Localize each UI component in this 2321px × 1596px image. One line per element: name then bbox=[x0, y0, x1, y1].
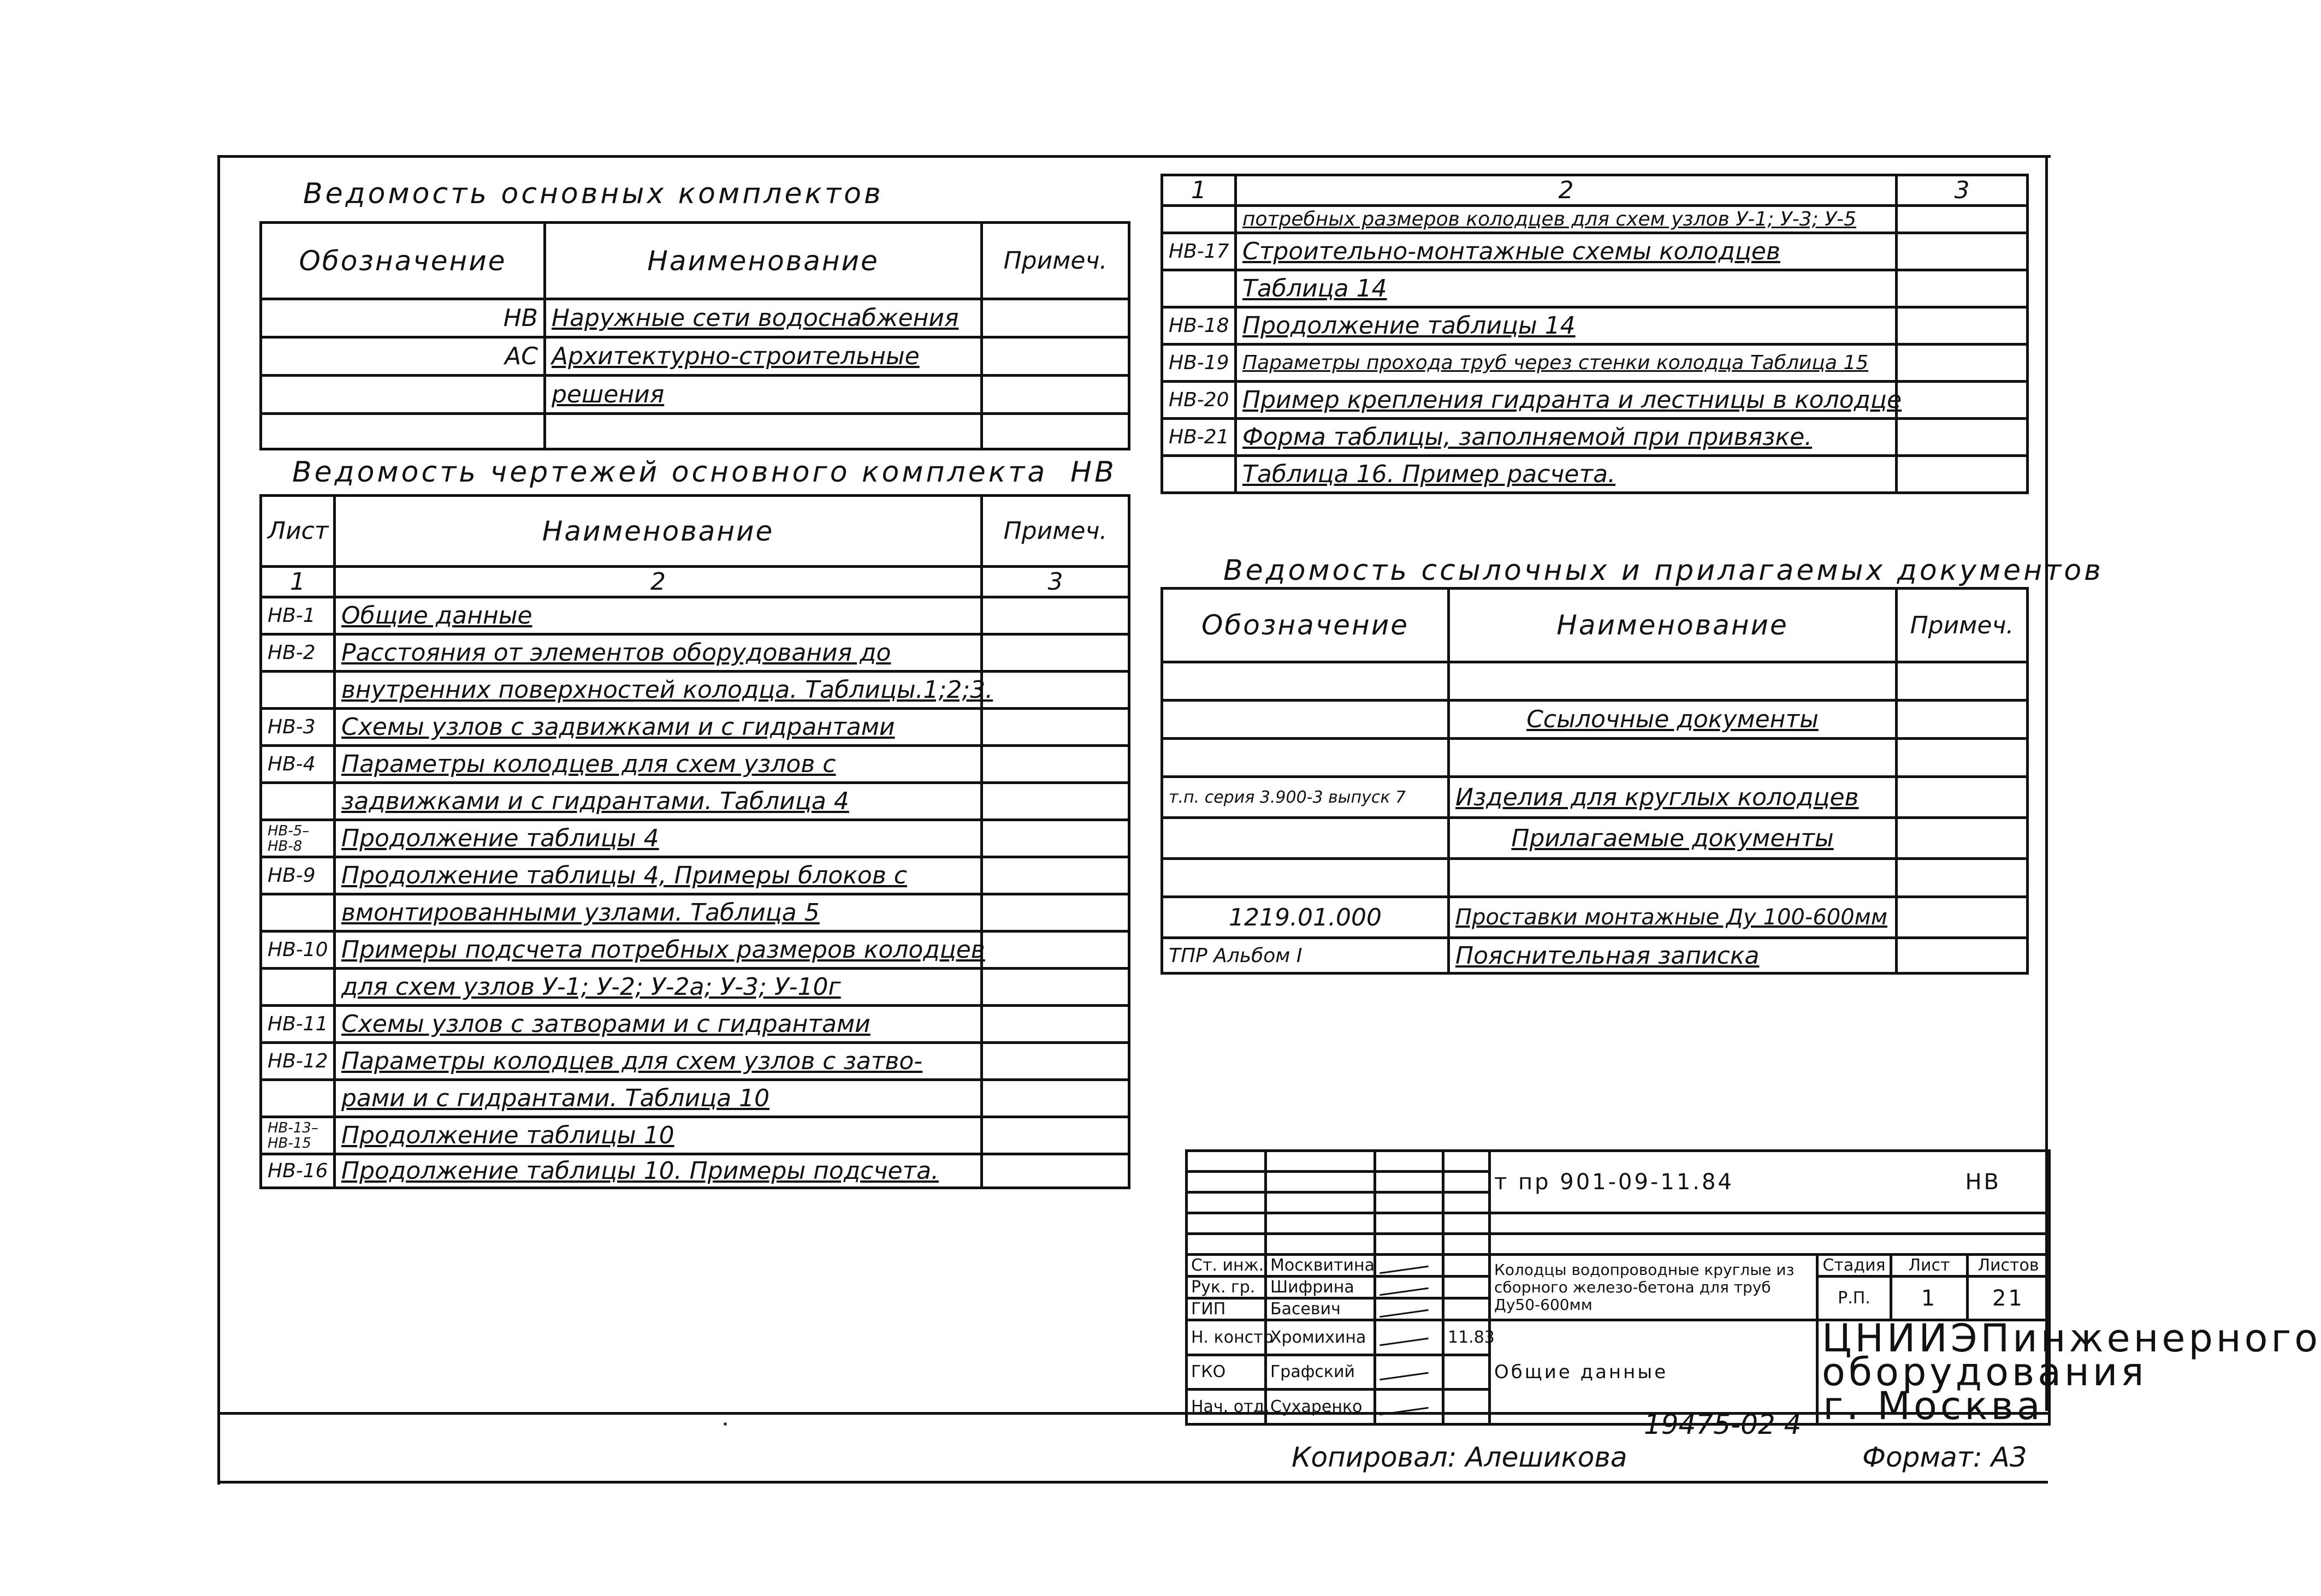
refs-cell bbox=[1897, 897, 2028, 938]
staff-date bbox=[1443, 1390, 1490, 1425]
stage-value: Р.П. bbox=[1817, 1277, 1891, 1320]
staff-role: ГКО bbox=[1187, 1355, 1266, 1390]
drawings-name-cell: Схемы узлов с затворами и с гидрантами bbox=[335, 1006, 982, 1043]
drawings-name-cell: внутренних поверхностей колодца. Таблицы.1;2;3. bbox=[335, 672, 982, 709]
refs-cell bbox=[1897, 662, 2028, 701]
drawings-sheet-cell: НВ-11 bbox=[261, 1006, 335, 1043]
sets-cell bbox=[261, 376, 545, 414]
sheet-label: Лист bbox=[1891, 1255, 1968, 1277]
col-number: 3 bbox=[982, 567, 1129, 597]
cont-sheet-cell: НВ-20 bbox=[1162, 382, 1236, 419]
cont-note-cell bbox=[1897, 382, 2028, 419]
outer-bottom-line bbox=[217, 1481, 2048, 1484]
staff-role: Ст. инж. bbox=[1187, 1255, 1266, 1277]
sets-header-name: Наименование bbox=[545, 223, 982, 299]
drawings-sheet-cell: НВ-10 bbox=[261, 932, 335, 969]
cont-name-cell: Параметры прохода труб через стенки колодца Таблица 15 bbox=[1236, 345, 1897, 382]
drawings-name-cell: Продолжение таблицы 10 bbox=[335, 1117, 982, 1154]
cont-name-cell: Продолжение таблицы 14 bbox=[1236, 307, 1897, 345]
org-subtitle: инженерного оборудования г. Москва bbox=[1822, 1316, 2321, 1428]
staff-date bbox=[1443, 1298, 1490, 1320]
sets-table bbox=[259, 221, 1130, 450]
refs-cell bbox=[1162, 739, 1449, 777]
drawings-sheet-cell: НВ-2 bbox=[261, 634, 335, 672]
refs-header-designation: Обозначение bbox=[1162, 589, 1449, 662]
signature bbox=[1375, 1255, 1443, 1277]
cont-name-cell: Пример крепления гидранта и лестницы в колодце bbox=[1236, 382, 1897, 419]
refs-cell: Изделия для круглых колодцев bbox=[1449, 777, 1897, 818]
drawings-note-cell bbox=[982, 1043, 1129, 1080]
staff-role: Рук. гр. bbox=[1187, 1277, 1266, 1298]
cont-name-cell: Форма таблицы, заполняемой при привязке. bbox=[1236, 419, 1897, 456]
project-name: Колодцы водопроводные круглые из сборного железо-бетона для труб Ду50-600мм bbox=[1490, 1255, 1817, 1320]
drawings-note-cell bbox=[982, 932, 1129, 969]
refs-cell bbox=[1162, 662, 1449, 701]
sets-cell: Наружные сети водоснабжения bbox=[545, 299, 982, 337]
cont-sheet-cell bbox=[1162, 456, 1236, 493]
refs-section-label: Ссылочные документы bbox=[1449, 701, 1897, 739]
staff-date bbox=[1443, 1277, 1490, 1298]
drawings-note-cell bbox=[982, 597, 1129, 634]
drawings-table bbox=[259, 494, 1130, 1189]
staff-name: Шифрина bbox=[1266, 1277, 1375, 1298]
refs-cell bbox=[1897, 777, 2028, 818]
drawings-continuation-table bbox=[1160, 174, 2029, 494]
col-number: 3 bbox=[1897, 175, 2028, 206]
refs-cell: Пояснительная записка bbox=[1449, 938, 1897, 974]
drawings-header-note: Примеч. bbox=[982, 496, 1129, 567]
drawings-note-cell bbox=[982, 709, 1129, 746]
drawings-sheet-cell: НВ-9 bbox=[261, 857, 335, 894]
drawings-note-cell bbox=[982, 783, 1129, 820]
staff-name: Сухаренко bbox=[1266, 1390, 1375, 1425]
staff-role: Н. констр bbox=[1187, 1320, 1266, 1355]
refs-cell bbox=[1162, 701, 1449, 739]
sets-cell bbox=[545, 414, 982, 449]
drawings-header-sheet: Лист bbox=[261, 496, 335, 567]
inventory-number: 19475-02 4 bbox=[1644, 1409, 1802, 1440]
cont-sheet-cell: НВ-21 bbox=[1162, 419, 1236, 456]
drawings-name-cell: Расстояния от элементов оборудования до bbox=[335, 634, 982, 672]
sets-title: Ведомость основных комплектов bbox=[303, 177, 884, 210]
drawings-name-cell: рами и с гидрантами. Таблица 10 bbox=[335, 1080, 982, 1117]
signature bbox=[1375, 1390, 1443, 1425]
cont-sheet-cell: НВ-18 bbox=[1162, 307, 1236, 345]
doc-code-cell bbox=[1490, 1151, 2050, 1213]
sheet-name: Общие данные bbox=[1490, 1320, 1817, 1425]
refs-cell bbox=[1897, 938, 2028, 974]
signature bbox=[1375, 1320, 1443, 1355]
refs-cell: ТПР Альбом I bbox=[1162, 938, 1449, 974]
drawings-note-cell bbox=[982, 634, 1129, 672]
drawings-sheet-cell: НВ-3 bbox=[261, 709, 335, 746]
refs-header-name: Наименование bbox=[1449, 589, 1897, 662]
staff-name: Басевич bbox=[1266, 1298, 1375, 1320]
cont-note-cell bbox=[1897, 419, 2028, 456]
sets-cell: решения bbox=[545, 376, 982, 414]
refs-table bbox=[1160, 587, 2029, 975]
col-number: 2 bbox=[335, 567, 982, 597]
drawings-note-cell bbox=[982, 969, 1129, 1006]
cont-sheet-cell: НВ-19 bbox=[1162, 345, 1236, 382]
sets-cell bbox=[982, 299, 1129, 337]
drawings-note-cell bbox=[982, 1006, 1129, 1043]
title-block bbox=[1185, 1149, 2321, 1428]
refs-cell bbox=[1449, 739, 1897, 777]
signature bbox=[1375, 1298, 1443, 1320]
col-number: 1 bbox=[261, 567, 335, 597]
refs-cell bbox=[1897, 701, 2028, 739]
signature bbox=[1375, 1355, 1443, 1390]
cont-note-cell bbox=[1897, 345, 2028, 382]
col-number: 1 bbox=[1162, 175, 1236, 206]
sets-cell: Архитектурно-строительные bbox=[545, 337, 982, 376]
drawings-name-cell: Продолжение таблицы 4, Примеры блоков с bbox=[335, 857, 982, 894]
drawings-sheet-cell: НВ-12 bbox=[261, 1043, 335, 1080]
cont-name-cell: Строительно-монтажные схемы колодцев bbox=[1236, 233, 1897, 270]
refs-cell bbox=[1162, 818, 1449, 859]
cont-name-cell: потребных размеров колодцев для схем узлов У-1; У-3; У-5 bbox=[1236, 206, 1897, 233]
cont-note-cell bbox=[1897, 456, 2028, 493]
staff-role: ГИП bbox=[1187, 1298, 1266, 1320]
drawings-note-cell bbox=[982, 746, 1129, 783]
refs-cell: т.п. серия 3.900-3 выпуск 7 bbox=[1162, 777, 1449, 818]
drawings-note-cell bbox=[982, 820, 1129, 857]
drawings-sheet-cell: НВ-1 bbox=[261, 597, 335, 634]
drawings-name-cell: Общие данные bbox=[335, 597, 982, 634]
sheets-value: 21 bbox=[1968, 1277, 2050, 1320]
drawings-name-cell: задвижками и с гидрантами. Таблица 4 bbox=[335, 783, 982, 820]
refs-cell: Проставки монтажные Ду 100-600мм bbox=[1449, 897, 1897, 938]
drawings-note-cell bbox=[982, 672, 1129, 709]
cont-note-cell bbox=[1897, 233, 2028, 270]
drawings-note-cell bbox=[982, 1154, 1129, 1188]
staff-name: Москвитина bbox=[1266, 1255, 1375, 1277]
drawings-header-name: Наименование bbox=[335, 496, 982, 567]
refs-cell bbox=[1897, 739, 2028, 777]
refs-cell bbox=[1449, 662, 1897, 701]
drawings-name-cell: Продолжение таблицы 4 bbox=[335, 820, 982, 857]
sets-cell: НВ bbox=[261, 299, 545, 337]
staff-date: 11.83 bbox=[1443, 1320, 1490, 1355]
refs-cell: 1219.01.000 bbox=[1162, 897, 1449, 938]
org-name: ЦНИИЭП bbox=[1822, 1316, 2013, 1361]
refs-cell bbox=[1897, 818, 2028, 859]
sheet-code: НВ bbox=[1965, 1169, 2001, 1195]
organization bbox=[1817, 1316, 2321, 1428]
drawings-sheet-cell bbox=[261, 969, 335, 1006]
refs-cell bbox=[1897, 859, 2028, 897]
staff-name: Графский bbox=[1266, 1355, 1375, 1390]
drawings-sheet-cell bbox=[261, 672, 335, 709]
cont-sheet-cell bbox=[1162, 270, 1236, 307]
cont-name-cell: Таблица 16. Пример расчета. bbox=[1236, 456, 1897, 493]
drawings-sheet-cell bbox=[261, 783, 335, 820]
drawings-name-cell: Параметры колодцев для схем узлов с bbox=[335, 746, 982, 783]
cont-note-cell bbox=[1897, 206, 2028, 233]
staff-date bbox=[1443, 1255, 1490, 1277]
drawings-sheet-cell bbox=[261, 1080, 335, 1117]
drawings-note-cell bbox=[982, 894, 1129, 932]
drawings-sheet-cell: НВ-4 bbox=[261, 746, 335, 783]
drawings-sheet-cell: НВ-5– НВ-8 bbox=[261, 820, 335, 857]
refs-title: Ведомость ссылочных и прилагаемых документов bbox=[1223, 554, 2104, 587]
cont-note-cell bbox=[1897, 307, 2028, 345]
sheets-label: Листов bbox=[1968, 1255, 2050, 1277]
doc-code: т пр 901-09-11.84 bbox=[1494, 1169, 1734, 1195]
copied-by: Копировал: Алешикова bbox=[1292, 1441, 1627, 1473]
sheet-value: 1 bbox=[1891, 1277, 1968, 1320]
sets-cell bbox=[982, 337, 1129, 376]
drawings-name-cell: Схемы узлов с задвижками и с гидрантами bbox=[335, 709, 982, 746]
stage-label: Стадия bbox=[1817, 1255, 1891, 1277]
drawings-name-cell: для схем узлов У-1; У-2; У-2а; У-3; У-10г bbox=[335, 969, 982, 1006]
drawings-title: Ведомость чертежей основного комплекта bbox=[292, 456, 1048, 489]
sets-header-designation: Обозначение bbox=[261, 223, 545, 299]
staff-date bbox=[1443, 1355, 1490, 1390]
signature bbox=[1375, 1277, 1443, 1298]
refs-cell bbox=[1449, 859, 1897, 897]
cont-name-cell: Таблица 14 bbox=[1236, 270, 1897, 307]
sets-cell bbox=[982, 376, 1129, 414]
drawings-sheet-cell bbox=[261, 894, 335, 932]
drawings-note-cell bbox=[982, 1080, 1129, 1117]
sets-header-note: Примеч. bbox=[982, 223, 1129, 299]
drawings-name-cell: Продолжение таблицы 10. Примеры подсчета. bbox=[335, 1154, 982, 1188]
sets-cell: АС bbox=[261, 337, 545, 376]
scan-speck bbox=[724, 1422, 727, 1426]
staff-name: Хромихина bbox=[1266, 1320, 1375, 1355]
sets-cell bbox=[261, 414, 545, 449]
drawings-note-cell bbox=[982, 1117, 1129, 1154]
refs-section-label: Прилагаемые документы bbox=[1449, 818, 1897, 859]
refs-cell bbox=[1162, 859, 1449, 897]
drawings-sheet-cell: НВ-16 bbox=[261, 1154, 335, 1188]
cont-note-cell bbox=[1897, 270, 2028, 307]
drawings-sheet-cell: НВ-13– НВ-15 bbox=[261, 1117, 335, 1154]
drawings-note-cell bbox=[982, 857, 1129, 894]
drawings-name-cell: Параметры колодцев для схем узлов с затво- bbox=[335, 1043, 982, 1080]
drawings-name-cell: Примеры подсчета потребных размеров колодцев bbox=[335, 932, 982, 969]
sets-cell bbox=[982, 414, 1129, 449]
drawings-title-code: НВ bbox=[1070, 456, 1117, 489]
cont-sheet-cell: НВ-17 bbox=[1162, 233, 1236, 270]
drawings-name-cell: вмонтированными узлами. Таблица 5 bbox=[335, 894, 982, 932]
format-label: Формат: А3 bbox=[1862, 1441, 2027, 1473]
refs-header-note: Примеч. bbox=[1897, 589, 2028, 662]
cont-sheet-cell bbox=[1162, 206, 1236, 233]
staff-role: Нач. отд. bbox=[1187, 1390, 1266, 1425]
col-number: 2 bbox=[1236, 175, 1897, 206]
